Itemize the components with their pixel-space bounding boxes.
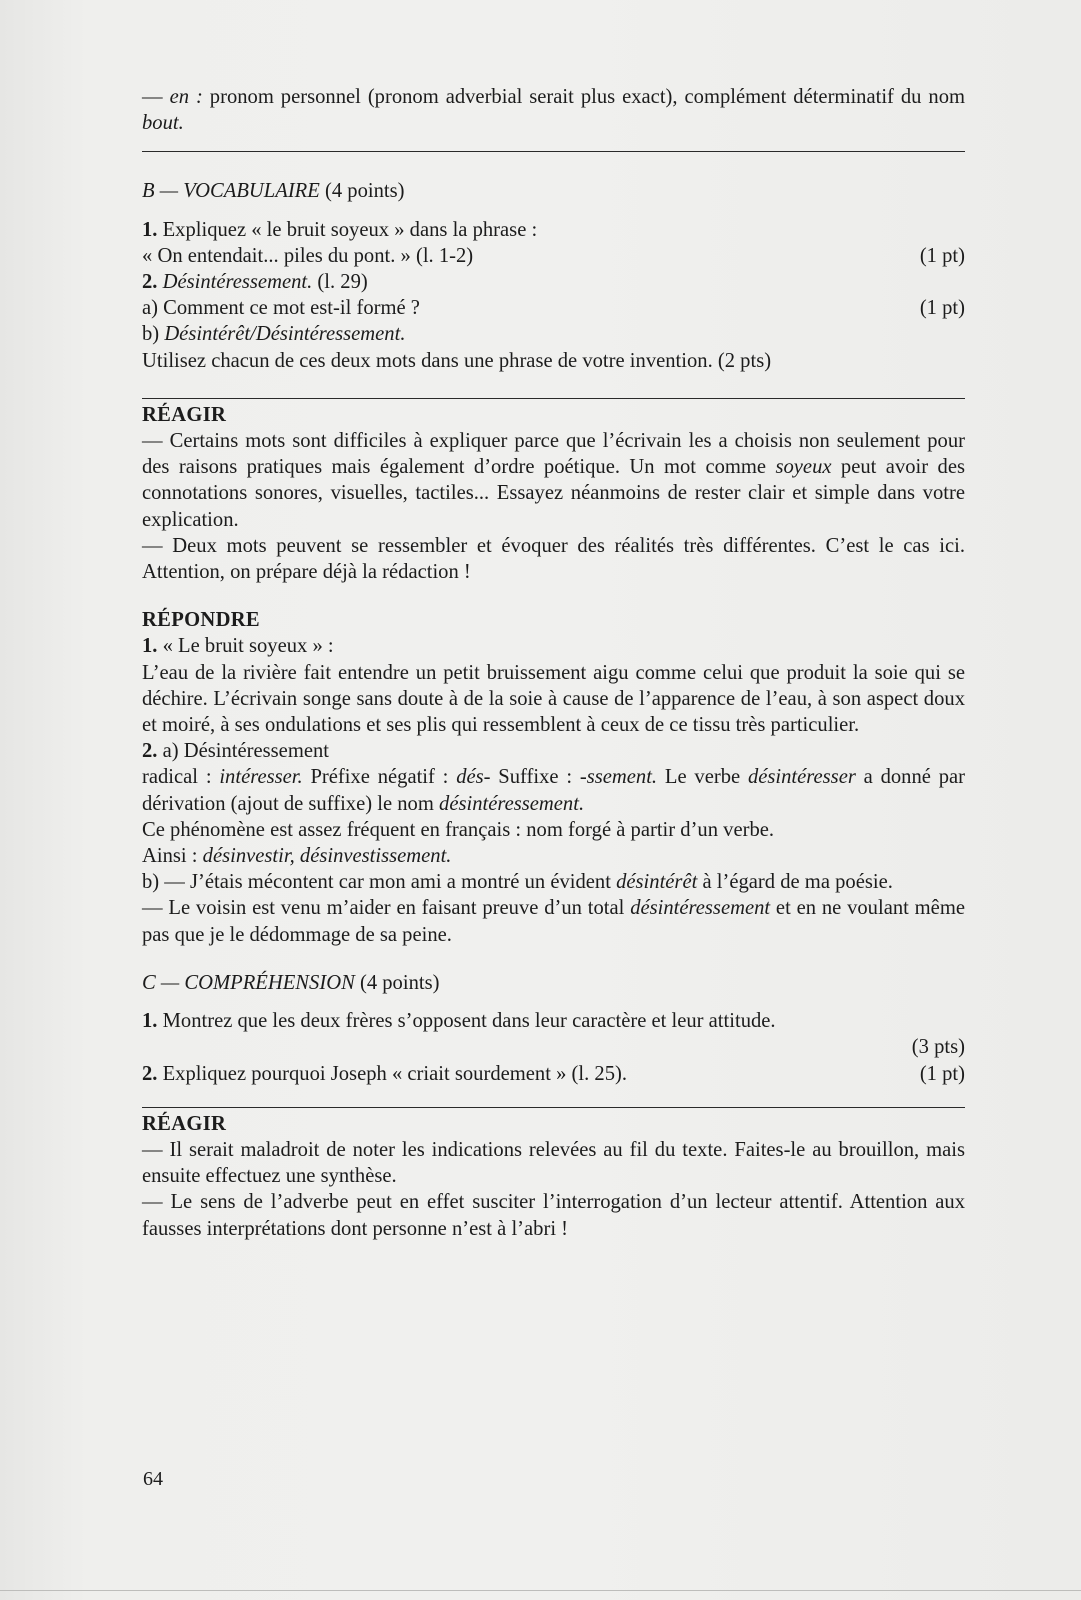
question-number: 2. (142, 271, 158, 294)
comprehension-question-1-points: (3 pts) (911, 1036, 965, 1059)
text: — Certains mots sont difficiles à expliquer parce que l’écrivain les a choisis non seulement pour des raisons pratiques mais également d’ordre poétique. Un mot comme (142, 430, 965, 479)
answer-2-note: Ce phénomène est assez fréquent en français : nom forgé à partir d’un verbe. (142, 818, 775, 841)
scan-edge (0, 1590, 1081, 1591)
vocab-question-1-quote (142, 243, 965, 269)
text: Préfixe négatif : (302, 766, 457, 789)
answer-2-formation (142, 764, 965, 816)
question-line (142, 1061, 627, 1087)
text: Le verbe (657, 766, 748, 789)
term: désinvestir, désinvestissement. (202, 845, 452, 868)
vocab-question-2a (142, 295, 965, 321)
term-en: en : (169, 86, 203, 108)
reagir-paragraph (142, 428, 965, 533)
line-ref: (l. 29) (312, 271, 368, 294)
term: désintéresser (747, 766, 856, 789)
vocab-question-2b-instruction: Utilisez chacun de ces deux mots dans une phrase de votre invention. (2 pts) (142, 349, 772, 372)
comprehension-question-2 (142, 1061, 965, 1087)
answer-2-heading (142, 738, 965, 764)
section-letter: C — (142, 971, 185, 994)
points: (1 pt) (919, 297, 965, 320)
dash: — (142, 86, 170, 108)
section-points: (4 points) (319, 180, 405, 203)
answer-title: « Le bruit soyeux » : (157, 635, 334, 658)
section-title: COMPRÉHENSION (184, 971, 355, 994)
question-number: 2. (142, 1062, 158, 1085)
term: soyeux (775, 456, 832, 479)
section-points: (4 points) (354, 971, 440, 994)
reagir-paragraph: — Il serait maladroit de noter les indications relevées au fil du texte. Faites-le au brouillon, mais ensuite effectuez une synthèse. (142, 1138, 965, 1188)
section-b-heading (142, 178, 965, 204)
term: désintérêt (616, 871, 698, 894)
section-c-heading (142, 970, 965, 996)
term: désintéressement (630, 897, 771, 920)
text: Ainsi : (142, 845, 203, 868)
question-text: a) Comment ce mot est-il formé ? (142, 297, 420, 320)
divider (142, 1107, 965, 1108)
reagir-paragraph: — Deux mots peuvent se ressembler et évoquer des réalités très différentes. C’est le cas ici. Attention, on prépare déjà la rédaction ! (142, 534, 965, 584)
term-bout: bout. (142, 112, 184, 135)
question-text: Montrez que les deux frères s’opposent dans leur caractère et leur attitude. (157, 1010, 776, 1033)
repondre-heading: RÉPONDRE (142, 609, 260, 632)
text: a donné par dérivation (ajout de suffixe) le nom (142, 766, 965, 815)
page-content (142, 84, 965, 1242)
question-number: 1. (142, 218, 158, 241)
page-number: 64 (143, 1468, 163, 1490)
text: Suffixe : (490, 766, 580, 789)
term: intéresser. (219, 766, 303, 789)
points: (1 pt) (919, 1062, 965, 1085)
text: peut avoir des connotations sonores, visuelles, tactiles... Essayez néanmoins de rester clair et simple dans votre explication. (142, 456, 965, 531)
label: b) (142, 323, 165, 346)
comprehension-question-1 (142, 1008, 965, 1034)
answer-number: 1. (142, 635, 158, 658)
reagir-heading: RÉAGIR (142, 403, 227, 426)
text: à l’égard de ma poésie. (697, 871, 893, 894)
answer-1-text: L’eau de la rivière fait entendre un petit bruissement aigu comme celui que produit la soie qui se déchire. L’écrivain songe sans doute à de la soie à cause de l’apparence de l’eau, à son aspect doux et moiré, à ses ondulations et ses plis qui ressemblent à ceux de ce tissu très particulier. (142, 661, 965, 737)
term: désintéressement. (439, 792, 585, 815)
question-number: 1. (142, 1010, 158, 1033)
term: Désintéressement. (157, 271, 313, 294)
terms: Désintérêt/Désintéressement. (164, 323, 406, 346)
section-a-ending (142, 84, 965, 136)
question-text: Expliquez « le bruit soyeux » dans la phrase : (157, 218, 538, 241)
text: et en ne voulant même pas que je le dédommage de sa peine. (142, 897, 965, 946)
divider (142, 398, 965, 399)
term: dés- (456, 766, 491, 789)
section-letter: B — (142, 180, 184, 203)
text: — Le voisin est venu m’aider en faisant preuve d’un total (142, 897, 631, 920)
text: pronom personnel (pronom adverbial serait plus exact), complément (202, 86, 787, 108)
text: déterminatif du nom (793, 86, 966, 108)
answer-2b-sentence-1 (142, 869, 965, 895)
text: b) — J’étais mécontent car mon ami a montré un évident (142, 871, 617, 894)
divider (142, 151, 965, 152)
answer-1-heading (142, 633, 965, 659)
text: radical : (142, 766, 220, 789)
reagir-heading-2: RÉAGIR (142, 1112, 227, 1135)
section-title: VOCABULAIRE (183, 180, 320, 203)
points: (1 pt) (919, 244, 965, 267)
answer-2-example (142, 843, 965, 869)
answer-number: 2. (142, 740, 158, 763)
vocab-question-2b (142, 321, 965, 347)
vocab-question-2 (142, 269, 965, 295)
question-text: Expliquez pourquoi Joseph « criait sourdement » (l. 25). (157, 1062, 628, 1085)
term: -ssement. (579, 766, 658, 789)
answer-title: a) Désintéressement (157, 740, 330, 763)
reagir-paragraph: — Le sens de l’adverbe peut en effet susciter l’interrogation d’un lecteur attentif. Attention aux fausses interprétations dont personne n’est à l’abri ! (142, 1191, 965, 1240)
quote: « On entendait... piles du pont. » (l. 1-2) (142, 244, 474, 267)
vocab-question-1 (142, 217, 965, 243)
answer-2b-sentence-2 (142, 895, 965, 947)
